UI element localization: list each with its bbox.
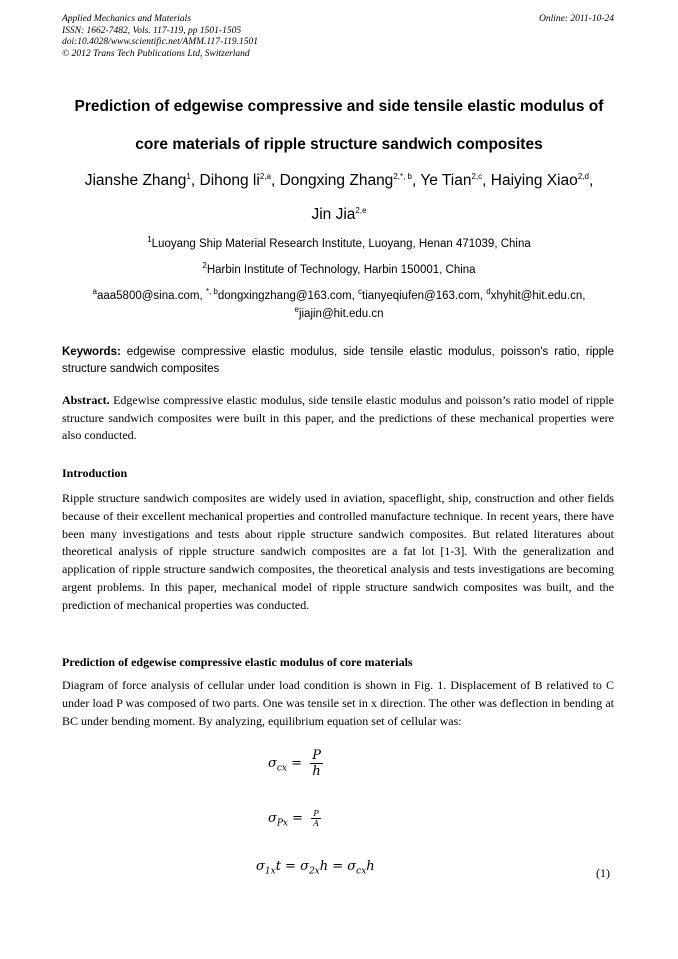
author-name: Dongxing Zhang	[279, 172, 394, 189]
author-list	[40, 164, 638, 232]
equation-equilibrium	[256, 859, 375, 877]
author-name: Haiying Xiao	[490, 172, 578, 189]
eq-denominator: A	[313, 819, 319, 828]
affiliation-mark: 2	[202, 261, 207, 271]
keywords-block	[62, 344, 614, 378]
affiliation-1	[40, 237, 638, 251]
doi-line: doi:10.4028/www.scientific.net/AMM.117-119.1501	[62, 37, 259, 47]
abstract-block	[62, 392, 614, 445]
email-address[interactable]: jiajin@hit.edu.cn	[298, 308, 384, 320]
section-heading-introduction: Introduction	[62, 466, 128, 480]
eq-subscript: Px	[276, 818, 289, 829]
journal-header	[62, 14, 614, 60]
email-address[interactable]: xhyhit@hit.edu.cn	[490, 290, 583, 302]
author-name: Jianshe Zhang	[84, 172, 187, 189]
author-name: Dihong li	[199, 172, 260, 189]
author-line-1: Jianshe Zhang$^1$, Dihong li$^{2,a}$, Dongxing Zhang$^{2,*, b}$, Ye Tian$^{2,c}$, Haiying Xiao$^{2,d}$,	[84, 171, 594, 189]
eq-subscript: 2x	[308, 866, 320, 877]
equation-number: (1)	[596, 866, 610, 880]
keywords-text: edgewise compressive elastic modulus, side tensile elastic modulus, poisson's ratio, ripple structure sandwich composites	[62, 346, 614, 375]
online-date: Online: 2011-10-24	[538, 14, 614, 24]
title-line-1: Prediction of edgewise compressive and side tensile elastic modulus of	[74, 98, 604, 115]
email-mark: d	[486, 287, 491, 297]
email-mark: a	[92, 287, 97, 297]
email-mark: *, b	[205, 287, 218, 297]
abstract-text: Edgewise compressive elastic modulus, side tensile elastic modulus and poisson’s ratio model of ripple structure sandwich composites were built in this paper, and the predictions of these mechanical properties were also conducted.	[62, 393, 614, 442]
email-list	[40, 287, 638, 323]
eq-numerator: P	[313, 809, 319, 818]
author-affiliation-mark: 2,d	[577, 171, 589, 181]
abstract-label: Abstract.	[62, 393, 110, 407]
affiliation-text: Harbin Institute of Technology, Harbin 150001, China	[206, 264, 476, 276]
email-address[interactable]: dongxingzhang@163.com	[217, 290, 352, 302]
eq-fraction	[310, 748, 323, 779]
eq-term: t = σ	[275, 859, 309, 874]
email-address[interactable]: tianyeqiufen@163.com	[362, 290, 480, 302]
email-line-2	[40, 305, 638, 323]
affiliation-text: Luoyang Ship Material Research Institute, Luoyang, Henan 471039, China	[151, 238, 531, 250]
eq-fraction	[311, 809, 321, 828]
eq-term: σ	[256, 859, 265, 874]
author-affiliation-mark: 2,e	[355, 205, 367, 215]
eq-equals: =	[291, 756, 303, 771]
email-mark: c	[358, 287, 363, 297]
eq-term: h	[366, 859, 375, 874]
affiliation-mark: 1	[147, 235, 152, 245]
author-affiliation-mark: 2,a	[259, 171, 271, 181]
section-heading-prediction: Prediction of edgewise compressive elastic modulus of core materials	[62, 655, 413, 669]
author-name: Jin Jia	[311, 206, 356, 223]
equation-sigma-px	[268, 809, 321, 829]
eq-denominator: h	[310, 763, 323, 779]
eq-symbol: σ	[268, 756, 277, 771]
eq-subscript: cx	[276, 763, 287, 774]
author-line-2	[40, 198, 638, 232]
eq-symbol: σ	[268, 811, 277, 826]
prediction-paragraph: Diagram of force analysis of cellular under load condition is shown in Fig. 1. Displacement of B relatived to C under load P was composed of two parts. One was tensile set in x direction. The other was deflection in bending at BC under bending moment. By analyzing, equilibrium equation set of cellular was:	[62, 678, 614, 728]
eq-equals: =	[292, 811, 304, 826]
eq-term: h = σ	[319, 859, 357, 874]
introduction-paragraph: Ripple structure sandwich composites are widely used in aviation, spaceflight, ship, construction and other fields because of their excellent mechanical properties and controlled manufacture technique. In recent years, there have been many investigations and tests about ripple structure sandwich composites. But related literatures about theoretical analysis of ripple structure sandwich composites are a fat lot [1-3]. With the generalization and application of ripple structure sandwich composites, the theoretical analysis and tests investigations are becoming argent problems. In this paper, mechanical model of ripple structure sandwich composites was built, and the prediction of mechanical properties was conducted.	[62, 491, 614, 612]
journal-name: Applied Mechanics and Materials	[62, 14, 192, 24]
issn-line: ISSN: 1662-7482, Vols. 117-119, pp 1501-1505	[62, 25, 242, 36]
email-line-1: $^a$aaa5800@sina.com, $^{*, b}$dongxingzhang@163.com, $^c$tianyeqiufen@163.com, $^d$xhyhit@hit.edu.cn,	[92, 287, 586, 302]
affiliation-2	[40, 263, 638, 277]
author-affiliation-mark: 1	[186, 171, 191, 181]
title-line-2: core materials of ripple structure sandwich composites	[135, 136, 543, 153]
author-affiliation-mark: 2,*, b	[393, 171, 412, 181]
author-affiliation-mark: 2,c	[471, 171, 483, 181]
equation-sigma-cx	[268, 748, 323, 779]
copyright-line: © 2012 Trans Tech Publications Ltd, Switzerland	[62, 48, 250, 59]
paper-title	[40, 88, 638, 164]
email-address[interactable]: aaa5800@sina.com	[96, 290, 200, 302]
eq-subscript: 1x	[264, 866, 276, 877]
eq-numerator: P	[312, 748, 321, 763]
author-name: Ye Tian	[420, 172, 472, 189]
email-mark: e	[294, 305, 299, 315]
eq-subscript: cx	[356, 866, 367, 877]
keywords-label: Keywords:	[62, 346, 121, 358]
